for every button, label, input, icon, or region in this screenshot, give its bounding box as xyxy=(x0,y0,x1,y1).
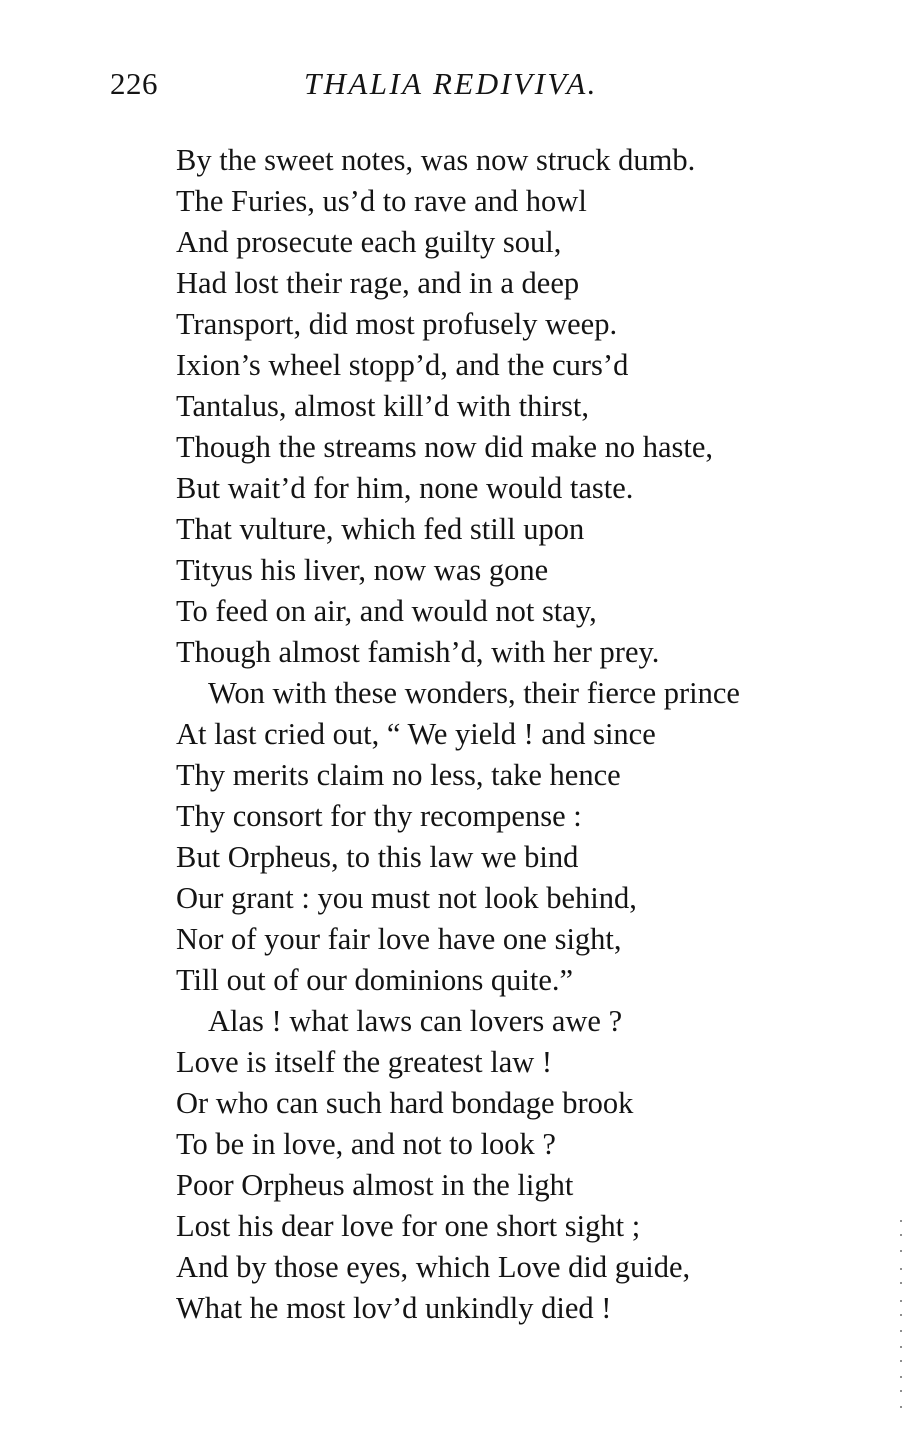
poem-line: Our grant : you must not look behind, xyxy=(176,881,637,915)
poem-line: And prosecute each guilty soul, xyxy=(176,225,562,259)
poem-line: Ixion’s wheel stopp’d, and the curs’d xyxy=(176,348,629,382)
poem-line: At last cried out, “ We yield ! and since xyxy=(176,717,656,751)
scan-speck xyxy=(900,1390,902,1392)
poem-line: Won with these wonders, their fierce prince xyxy=(208,676,740,710)
poem-line: Tityus his liver, now was gone xyxy=(176,553,549,587)
scan-speck xyxy=(900,1314,902,1316)
scan-speck xyxy=(900,1300,902,1302)
poem-line: But Orpheus, to this law we bind xyxy=(176,840,579,874)
poem-line: Though almost famish’d, with her prey. xyxy=(176,635,660,669)
poem-line: And by those eyes, which Love did guide, xyxy=(176,1250,691,1284)
poem-line: Lost his dear love for one short sight ; xyxy=(176,1209,641,1243)
scan-speck xyxy=(900,1268,902,1270)
poem-line: Thy merits claim no less, take hence xyxy=(176,758,621,792)
poem-line: That vulture, which fed still upon xyxy=(176,512,585,546)
scan-speck xyxy=(900,1406,902,1408)
scan-speck xyxy=(900,1234,902,1236)
scan-speck xyxy=(900,1330,902,1332)
poem-line: To be in love, and not to look ? xyxy=(176,1127,556,1161)
scan-speck xyxy=(900,1360,902,1362)
scan-speck xyxy=(900,1282,902,1284)
poem-line: Love is itself the greatest law ! xyxy=(176,1045,553,1079)
poem-line: By the sweet notes, was now struck dumb. xyxy=(176,143,696,177)
poem-line: Thy consort for thy recompense : xyxy=(176,799,582,833)
scan-speck xyxy=(900,1346,902,1348)
scan-speck xyxy=(900,1376,902,1378)
poem-line: But wait’d for him, none would taste. xyxy=(176,471,634,505)
scan-speck xyxy=(900,1250,902,1252)
poem-line: What he most lov’d unkindly died ! xyxy=(176,1291,612,1325)
poem-body xyxy=(176,140,896,1329)
poem-line: Transport, did most profusely weep. xyxy=(176,307,618,341)
scan-speck xyxy=(900,1220,902,1222)
page-number: 226 xyxy=(110,66,158,101)
poem-line: Nor of your fair love have one sight, xyxy=(176,922,622,956)
poem-line: Though the streams now did make no haste, xyxy=(176,430,714,464)
poem-line: Poor Orpheus almost in the light xyxy=(176,1168,574,1202)
poem-line: Till out of our dominions quite.” xyxy=(176,963,574,997)
poem-line: Or who can such hard bondage brook xyxy=(176,1086,634,1120)
poem-line: The Furies, us’d to rave and howl xyxy=(176,184,587,218)
poem-line: Alas ! what laws can lovers awe ? xyxy=(208,1004,623,1038)
running-title: THALIA REDIVIVA. xyxy=(304,66,598,101)
scan-margin-specks xyxy=(898,1220,904,1420)
poem-line: Had lost their rage, and in a deep xyxy=(176,266,580,300)
poem-line: To feed on air, and would not stay, xyxy=(176,594,597,628)
poem-line: Tantalus, almost kill’d with thirst, xyxy=(176,389,589,423)
page-header xyxy=(0,66,911,110)
